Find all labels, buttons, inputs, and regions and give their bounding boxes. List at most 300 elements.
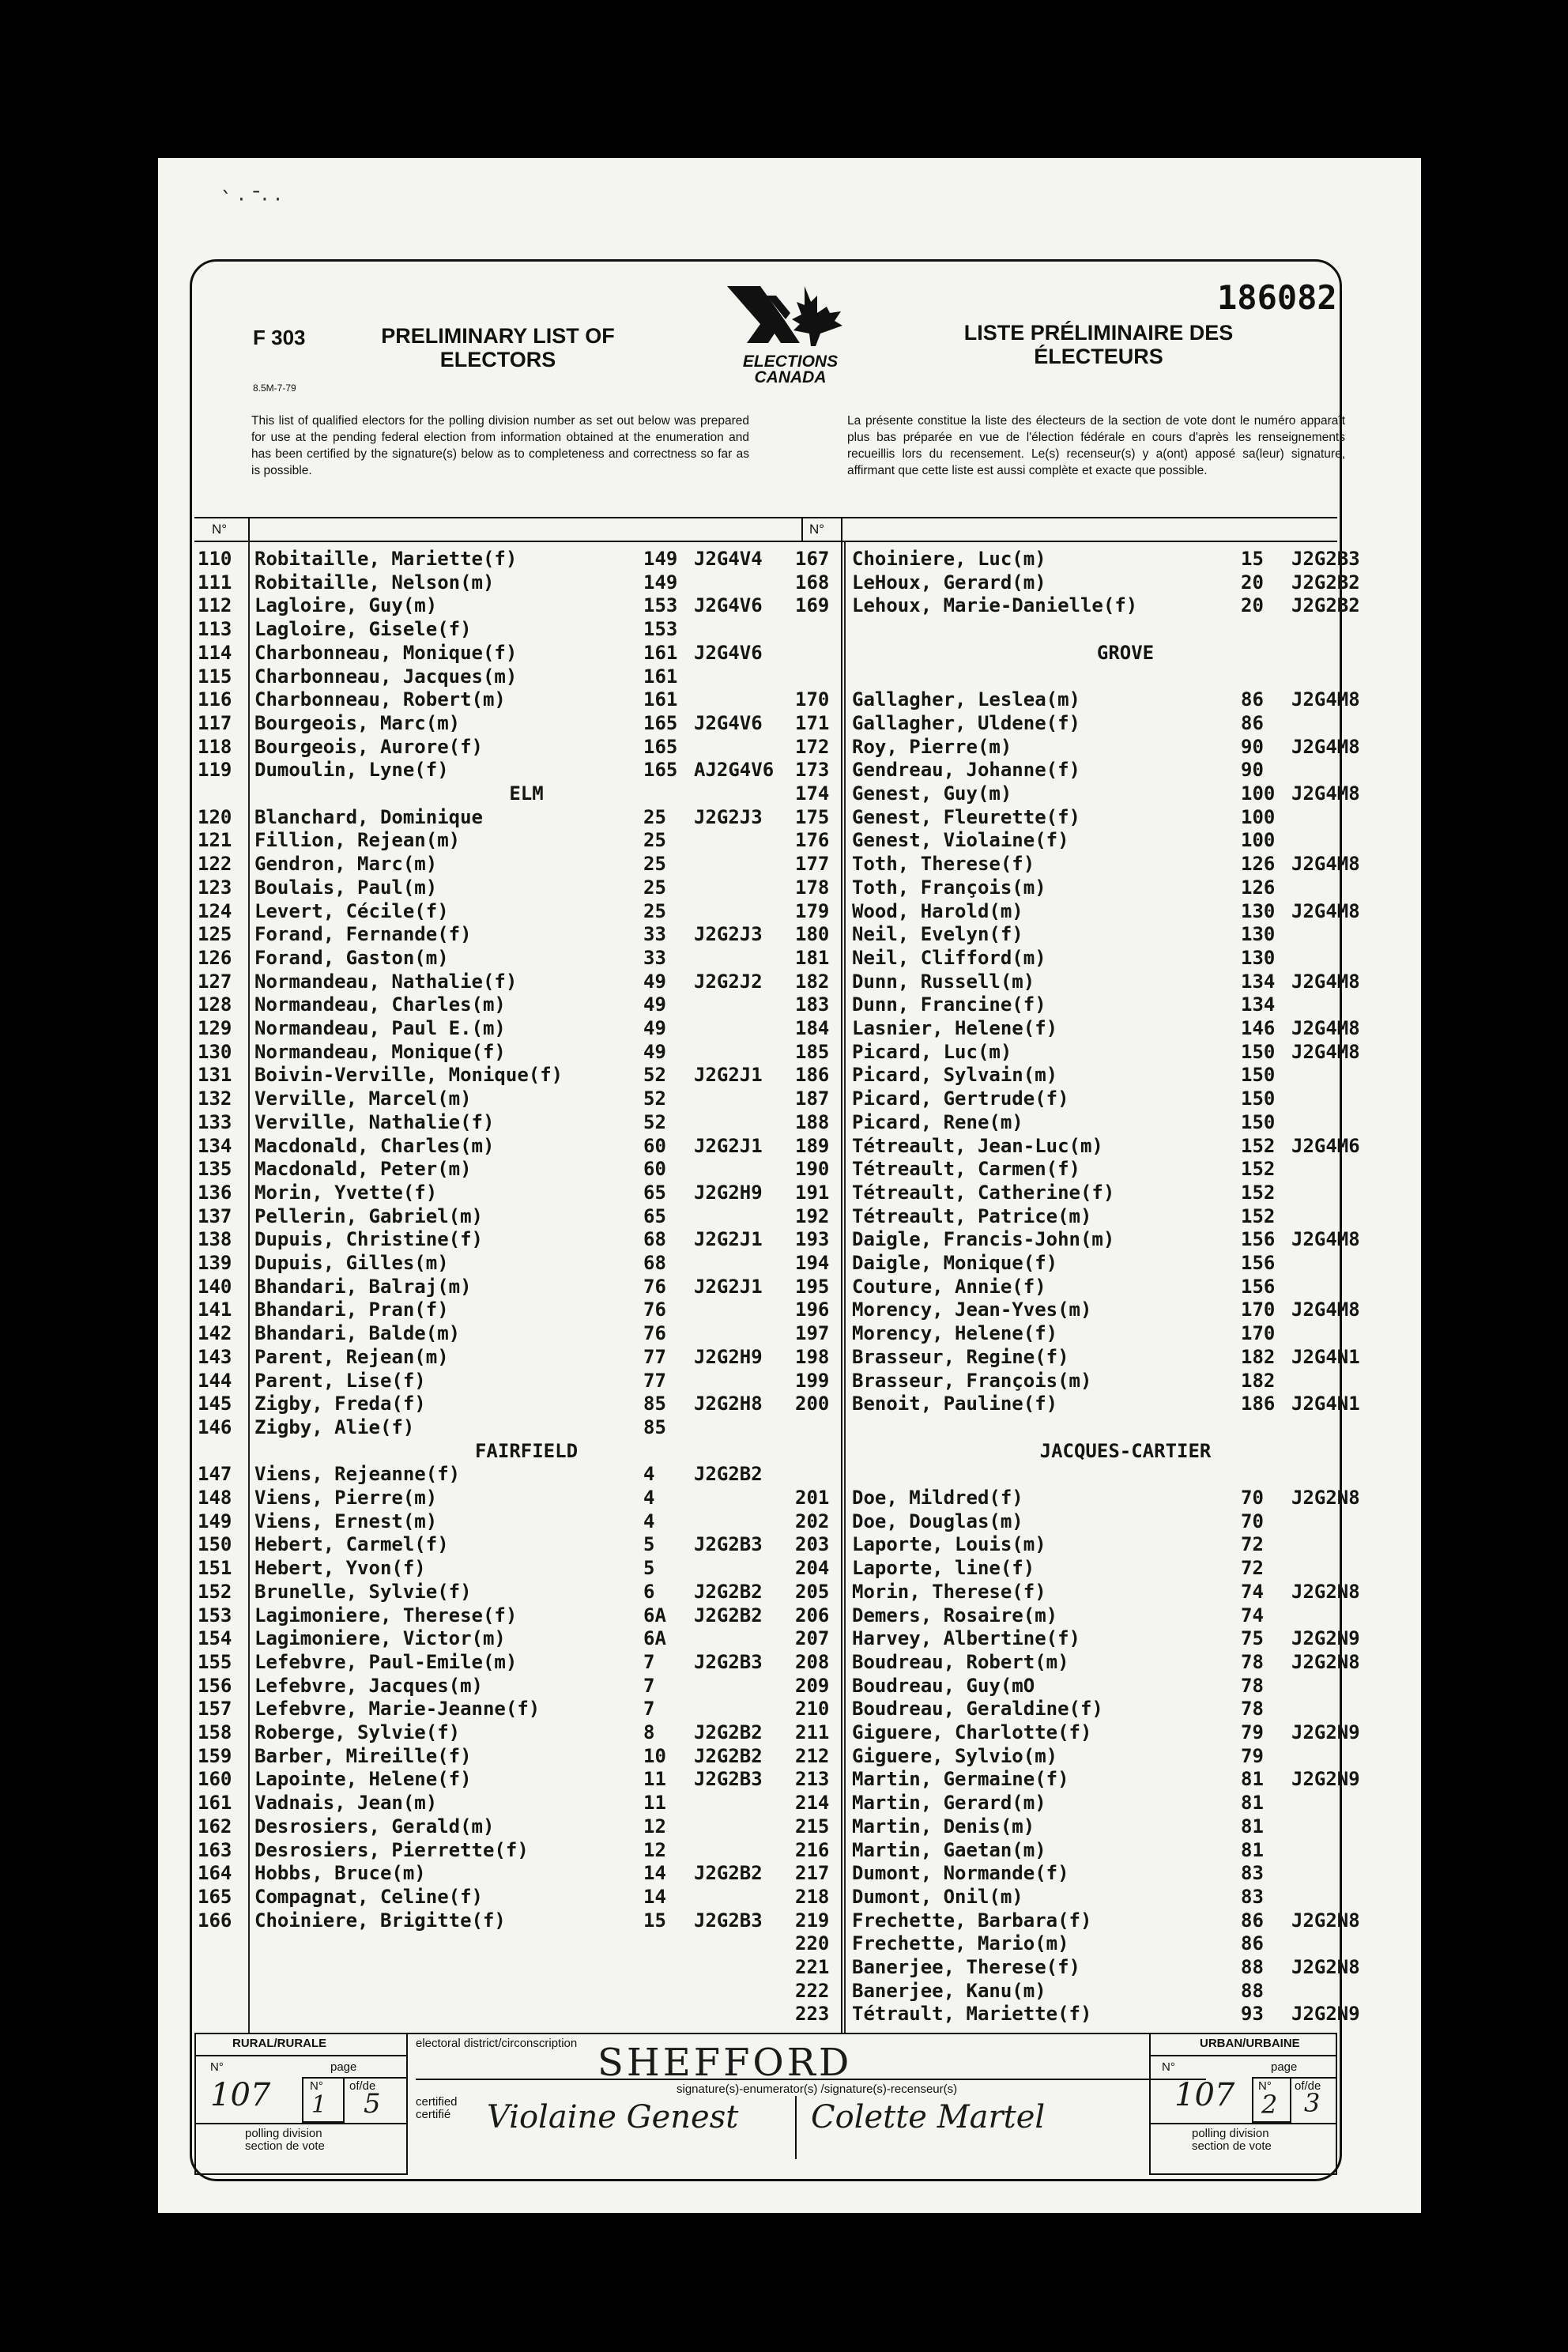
elector-row bbox=[795, 1626, 1396, 1650]
logo-text-line-1: ELECTIONS bbox=[742, 352, 839, 371]
elector-name: Viens, Rejeanne(f) bbox=[254, 1463, 461, 1485]
elector-name: Dumont, Onil(m) bbox=[852, 1886, 1023, 1908]
elector-number: 197 bbox=[795, 1322, 830, 1344]
elector-number: 170 bbox=[795, 688, 830, 710]
elector-number: 195 bbox=[795, 1276, 830, 1298]
elector-row bbox=[795, 805, 1396, 829]
postal-code: J2G4M8 bbox=[1291, 971, 1360, 993]
elector-row bbox=[795, 1580, 1396, 1604]
elector-row bbox=[795, 1110, 1396, 1134]
elector-name: Frechette, Barbara(f) bbox=[852, 1909, 1092, 1932]
elector-number: 132 bbox=[198, 1087, 232, 1110]
elector-number: 142 bbox=[198, 1322, 232, 1344]
house-number: 88 bbox=[1241, 1956, 1264, 1978]
elector-name: Verville, Nathalie(f) bbox=[254, 1111, 495, 1133]
elector-name: Desrosiers, Gerald(m) bbox=[254, 1815, 495, 1838]
elector-row bbox=[198, 688, 798, 711]
elector-number: 173 bbox=[795, 759, 830, 781]
house-number: 5 bbox=[643, 1533, 655, 1555]
urban-label-rule bbox=[1149, 2055, 1337, 2056]
elector-row bbox=[795, 1674, 1396, 1698]
rural-page-label: page bbox=[330, 2060, 357, 2074]
rural-label-rule bbox=[194, 2055, 408, 2056]
elector-name: Zigby, Alie(f) bbox=[254, 1416, 415, 1438]
elector-row bbox=[795, 1697, 1396, 1721]
elector-name: Parent, Rejean(m) bbox=[254, 1346, 449, 1368]
elector-name: Lapointe, Helene(f) bbox=[254, 1768, 472, 1790]
rural-page-no-label: N° bbox=[310, 2079, 323, 2093]
elector-number: 151 bbox=[198, 1557, 232, 1579]
house-number: 153 bbox=[643, 594, 678, 616]
elector-name: Hobbs, Bruce(m) bbox=[254, 1862, 426, 1884]
elector-number: 149 bbox=[198, 1510, 232, 1532]
elector-name: Dupuis, Gilles(m) bbox=[254, 1252, 449, 1274]
elector-number: 196 bbox=[795, 1298, 830, 1321]
urban-bottom-rule bbox=[1149, 2123, 1337, 2124]
elector-number: 154 bbox=[198, 1627, 232, 1649]
elector-number: 185 bbox=[795, 1041, 830, 1063]
elector-number: 163 bbox=[198, 1839, 232, 1861]
elector-name: Martin, Gaetan(m) bbox=[852, 1839, 1046, 1861]
elector-name: Dumoulin, Lyne(f) bbox=[254, 759, 449, 781]
elector-row bbox=[795, 1227, 1396, 1251]
stray-marks: ` · ˉ· · bbox=[221, 188, 281, 212]
no-header-right: N° bbox=[809, 522, 825, 537]
elector-row bbox=[198, 1415, 798, 1439]
elector-name: Macdonald, Peter(m) bbox=[254, 1158, 472, 1180]
elector-name: Normandeau, Charles(m) bbox=[254, 993, 506, 1016]
house-number: 165 bbox=[643, 759, 678, 781]
table-header-rule bbox=[194, 541, 1337, 542]
urban-division-number: 107 bbox=[1174, 2077, 1235, 2113]
elector-number: 136 bbox=[198, 1182, 232, 1204]
elector-row bbox=[198, 993, 798, 1016]
postal-code: J2G4N1 bbox=[1291, 1346, 1360, 1368]
house-number: 170 bbox=[1241, 1322, 1276, 1344]
rural-label: RURAL/RURALE bbox=[232, 2037, 327, 2050]
house-number: 11 bbox=[643, 1768, 666, 1790]
postal-code: J2G2N9 bbox=[1291, 1627, 1360, 1649]
elector-number: 192 bbox=[795, 1205, 830, 1227]
elector-row bbox=[795, 735, 1396, 759]
elector-row bbox=[795, 571, 1396, 594]
title-french: LISTE PRÉLIMINAIRE DES ÉLECTEURS bbox=[963, 321, 1234, 368]
elector-name: Viens, Ernest(m) bbox=[254, 1510, 438, 1532]
postal-code: J2G4M8 bbox=[1291, 782, 1360, 805]
postal-code: J2G2B2 bbox=[694, 1721, 763, 1743]
house-number: 60 bbox=[643, 1158, 666, 1180]
elector-name: Couture, Annie(f) bbox=[852, 1276, 1046, 1298]
house-number: 152 bbox=[1241, 1135, 1276, 1157]
house-number: 14 bbox=[643, 1862, 666, 1884]
house-number: 68 bbox=[643, 1252, 666, 1274]
electors-table bbox=[194, 517, 1360, 2033]
postal-code: J2G4M8 bbox=[1291, 1298, 1360, 1321]
house-number: 90 bbox=[1241, 736, 1264, 758]
elector-number: 156 bbox=[198, 1675, 232, 1697]
house-number: 150 bbox=[1241, 1111, 1276, 1133]
elector-number: 219 bbox=[795, 1909, 830, 1932]
urban-no-label: N° bbox=[1162, 2060, 1175, 2074]
elector-row bbox=[198, 1532, 798, 1556]
house-number: 134 bbox=[1241, 971, 1276, 993]
house-number: 49 bbox=[643, 1017, 666, 1039]
elector-number: 186 bbox=[795, 1064, 830, 1086]
house-number: 25 bbox=[643, 900, 666, 922]
elector-number: 131 bbox=[198, 1064, 232, 1086]
elector-number: 203 bbox=[795, 1533, 830, 1555]
elector-row bbox=[198, 1227, 798, 1251]
elector-name: Pellerin, Gabriel(m) bbox=[254, 1205, 483, 1227]
elector-row bbox=[795, 1486, 1396, 1510]
postal-code: J2G2B3 bbox=[1291, 548, 1360, 570]
postal-code: J2G2N8 bbox=[1291, 1909, 1360, 1932]
form-number: F 303 bbox=[253, 326, 306, 349]
elector-name: Doe, Douglas(m) bbox=[852, 1510, 1023, 1532]
house-number: 76 bbox=[643, 1276, 666, 1298]
urban-page-no-label: N° bbox=[1258, 2079, 1272, 2093]
postal-code: J2G2B2 bbox=[1291, 594, 1360, 616]
house-number: 6A bbox=[643, 1604, 666, 1626]
elector-row bbox=[198, 1556, 798, 1580]
elector-number: 210 bbox=[795, 1698, 830, 1720]
house-number: 90 bbox=[1241, 759, 1264, 781]
elector-row bbox=[198, 1791, 798, 1815]
elector-row bbox=[198, 946, 798, 970]
elector-name: Lagloire, Guy(m) bbox=[254, 594, 438, 616]
certified-label: certified bbox=[416, 2095, 458, 2109]
house-number: 182 bbox=[1241, 1370, 1276, 1392]
elector-row bbox=[795, 1885, 1396, 1909]
elector-number: 162 bbox=[198, 1815, 232, 1838]
elector-row bbox=[795, 1838, 1396, 1862]
elector-name: Genest, Fleurette(f) bbox=[852, 806, 1080, 828]
house-number: 170 bbox=[1241, 1298, 1276, 1321]
elector-name: Hebert, Yvon(f) bbox=[254, 1557, 426, 1579]
elector-number: 188 bbox=[795, 1111, 830, 1133]
elector-name: Neil, Clifford(m) bbox=[852, 947, 1046, 969]
elector-name: Toth, François(m) bbox=[852, 876, 1046, 899]
elector-row bbox=[795, 1510, 1396, 1533]
house-number: 161 bbox=[643, 642, 678, 664]
elector-name: Forand, Gaston(m) bbox=[254, 947, 449, 969]
house-number: 78 bbox=[1241, 1675, 1264, 1697]
house-number: 33 bbox=[643, 947, 666, 969]
elector-number: 115 bbox=[198, 665, 232, 688]
rural-no-label: N° bbox=[210, 2060, 224, 2074]
elector-row bbox=[198, 1626, 798, 1650]
elector-row bbox=[198, 852, 798, 876]
house-number: 76 bbox=[643, 1322, 666, 1344]
elector-number: 152 bbox=[198, 1581, 232, 1603]
elector-number: 221 bbox=[795, 1956, 830, 1978]
elector-number: 164 bbox=[198, 1862, 232, 1884]
postal-code: J2G2B2 bbox=[1291, 571, 1360, 594]
elector-number: 159 bbox=[198, 1745, 232, 1767]
house-number: 8 bbox=[643, 1721, 655, 1743]
elector-name: LeHoux, Gerard(m) bbox=[852, 571, 1046, 594]
elector-row bbox=[795, 1157, 1396, 1181]
elector-name: Lagimoniere, Victor(m) bbox=[254, 1627, 506, 1649]
house-number: 7 bbox=[643, 1675, 655, 1697]
house-number: 146 bbox=[1241, 1017, 1276, 1039]
elector-name: Neil, Evelyn(f) bbox=[852, 923, 1023, 945]
house-number: 6 bbox=[643, 1581, 655, 1603]
street-heading: GROVE bbox=[1096, 642, 1155, 664]
elector-row bbox=[795, 1063, 1396, 1087]
elector-name: Gallagher, Leslea(m) bbox=[852, 688, 1080, 710]
elector-row bbox=[795, 782, 1396, 805]
house-number: 83 bbox=[1241, 1862, 1264, 1884]
elector-number: 129 bbox=[198, 1017, 232, 1039]
postal-code: J2G4M8 bbox=[1291, 900, 1360, 922]
house-number: 78 bbox=[1241, 1651, 1264, 1673]
postal-code: J2G4M8 bbox=[1291, 1228, 1360, 1250]
elector-row bbox=[198, 1040, 798, 1064]
elector-row bbox=[198, 1462, 798, 1486]
elector-name: Daigle, Francis-John(m) bbox=[852, 1228, 1115, 1250]
signature-divider bbox=[795, 2096, 797, 2159]
elector-row bbox=[795, 1321, 1396, 1345]
elector-name: Doe, Mildred(f) bbox=[852, 1487, 1023, 1509]
elector-name: Genest, Violaine(f) bbox=[852, 829, 1069, 851]
elector-row bbox=[198, 594, 798, 617]
elector-row bbox=[198, 876, 798, 899]
house-number: 7 bbox=[643, 1651, 655, 1673]
house-number: 150 bbox=[1241, 1064, 1276, 1086]
elector-number: 117 bbox=[198, 712, 232, 734]
urban-page-label: page bbox=[1271, 2060, 1298, 2074]
elector-name: Tétrault, Mariette(f) bbox=[852, 2003, 1092, 2025]
house-number: 85 bbox=[643, 1393, 666, 1415]
elector-number: 146 bbox=[198, 1416, 232, 1438]
postal-code: J2G4M6 bbox=[1291, 1135, 1360, 1157]
elector-row bbox=[795, 1181, 1396, 1204]
elector-row bbox=[795, 1298, 1396, 1321]
elector-name: Bhandari, Balde(m) bbox=[254, 1322, 461, 1344]
elector-row bbox=[795, 1251, 1396, 1275]
elector-name: Gallagher, Uldene(f) bbox=[852, 712, 1080, 734]
elector-row bbox=[198, 571, 798, 594]
house-number: 78 bbox=[1241, 1698, 1264, 1720]
elector-name: Giguere, Charlotte(f) bbox=[852, 1721, 1092, 1743]
elector-number: 114 bbox=[198, 642, 232, 664]
elector-row bbox=[795, 547, 1396, 571]
postal-code: J2G2N8 bbox=[1291, 1956, 1360, 1978]
elector-row bbox=[198, 1392, 798, 1415]
elector-name: Benoit, Pauline(f) bbox=[852, 1393, 1058, 1415]
elector-row bbox=[795, 594, 1396, 617]
house-number: 152 bbox=[1241, 1182, 1276, 1204]
elector-name: Lefebvre, Jacques(m) bbox=[254, 1675, 483, 1697]
postal-code: J2G2J3 bbox=[694, 806, 763, 828]
elector-name: Martin, Germaine(f) bbox=[852, 1768, 1069, 1790]
street-heading: FAIRFIELD bbox=[474, 1440, 579, 1462]
postal-code: J2G2B3 bbox=[694, 1909, 763, 1932]
elector-name: Lehoux, Marie-Danielle(f) bbox=[852, 594, 1138, 616]
elector-name: Bourgeois, Marc(m) bbox=[254, 712, 461, 734]
elector-name: Levert, Cécile(f) bbox=[254, 900, 449, 922]
elector-row bbox=[198, 1885, 798, 1909]
elector-row bbox=[795, 1861, 1396, 1885]
district-value: SHEFFORD bbox=[597, 2041, 853, 2085]
elector-name: Robitaille, Nelson(m) bbox=[254, 571, 495, 594]
title-english: PRELIMINARY LIST OF ELECTORS bbox=[381, 324, 615, 371]
elector-number: 165 bbox=[198, 1886, 232, 1908]
elector-row bbox=[795, 970, 1396, 993]
elector-row bbox=[795, 2002, 1396, 2026]
postal-code: J2G2J1 bbox=[694, 1228, 763, 1250]
elector-row bbox=[198, 1580, 798, 1604]
elector-name: Banerjee, Therese(f) bbox=[852, 1956, 1080, 1978]
elector-number: 178 bbox=[795, 876, 830, 899]
elector-number: 187 bbox=[795, 1087, 830, 1110]
house-number: 86 bbox=[1241, 1932, 1264, 1954]
signature-label: signature(s)-enumerator(s) /signature(s)-recenseur(s) bbox=[677, 2082, 958, 2096]
elector-name: Fillion, Rejean(m) bbox=[254, 829, 461, 851]
house-number: 86 bbox=[1241, 712, 1264, 734]
house-number: 79 bbox=[1241, 1745, 1264, 1767]
signature-enumerator-1: Violaine Genest bbox=[487, 2099, 739, 2135]
postal-code: J2G2N9 bbox=[1291, 2003, 1360, 2025]
elector-name: Boudreau, Robert(m) bbox=[852, 1651, 1069, 1673]
elector-row bbox=[198, 1181, 798, 1204]
elector-name: Lefebvre, Paul-Emile(m) bbox=[254, 1651, 518, 1673]
postal-code: J2G2N8 bbox=[1291, 1581, 1360, 1603]
elector-number: 133 bbox=[198, 1111, 232, 1133]
urban-polling-division-label: polling division bbox=[1192, 2127, 1269, 2140]
elector-name: Picard, Sylvain(m) bbox=[852, 1064, 1058, 1086]
rural-polling-division-label: polling division bbox=[245, 2127, 322, 2140]
postal-code: J2G4V6 bbox=[694, 594, 763, 616]
elector-row bbox=[198, 1369, 798, 1393]
elector-name: Boulais, Paul(m) bbox=[254, 876, 438, 899]
elector-number: 222 bbox=[795, 1980, 830, 2002]
elector-number: 208 bbox=[795, 1651, 830, 1673]
postal-code: J2G4N1 bbox=[1291, 1393, 1360, 1415]
elector-name: Toth, Therese(f) bbox=[852, 853, 1035, 875]
elector-row bbox=[795, 1650, 1396, 1674]
house-number: 5 bbox=[643, 1557, 655, 1579]
elector-number: 189 bbox=[795, 1135, 830, 1157]
elector-number: 118 bbox=[198, 736, 232, 758]
house-number: 81 bbox=[1241, 1839, 1264, 1861]
postal-code: J2G2N8 bbox=[1291, 1487, 1360, 1509]
elector-number: 134 bbox=[198, 1135, 232, 1157]
postal-code: AJ2G4V6 bbox=[694, 759, 775, 781]
elector-name: Roy, Pierre(m) bbox=[852, 736, 1012, 758]
elector-name: Viens, Pierre(m) bbox=[254, 1487, 438, 1509]
elector-name: Choiniere, Brigitte(f) bbox=[254, 1909, 506, 1932]
street-heading: ELM bbox=[509, 782, 544, 805]
elector-row bbox=[795, 1040, 1396, 1064]
house-number: 126 bbox=[1241, 876, 1276, 899]
elector-row bbox=[198, 1486, 798, 1510]
elector-row bbox=[198, 1838, 798, 1862]
house-number: 4 bbox=[643, 1510, 655, 1532]
elector-name: Normandeau, Nathalie(f) bbox=[254, 971, 518, 993]
house-number: 88 bbox=[1241, 1980, 1264, 2002]
house-number: 65 bbox=[643, 1182, 666, 1204]
house-number: 65 bbox=[643, 1205, 666, 1227]
elector-name: Vadnais, Jean(m) bbox=[254, 1792, 438, 1814]
elector-number: 145 bbox=[198, 1393, 232, 1415]
house-number: 100 bbox=[1241, 782, 1276, 805]
elector-row bbox=[795, 1767, 1396, 1791]
postal-code: J2G4V6 bbox=[694, 712, 763, 734]
elector-row bbox=[198, 1721, 798, 1744]
elector-name: Laporte, line(f) bbox=[852, 1557, 1035, 1579]
house-number: 77 bbox=[643, 1370, 666, 1392]
elector-number: 116 bbox=[198, 688, 232, 710]
elector-name: Gendreau, Johanne(f) bbox=[852, 759, 1080, 781]
elector-row bbox=[198, 665, 798, 688]
elector-row bbox=[795, 1791, 1396, 1815]
house-number: 100 bbox=[1241, 806, 1276, 828]
no-header-left: N° bbox=[212, 522, 228, 537]
postal-code: J2G2J2 bbox=[694, 971, 763, 993]
house-number: 6A bbox=[643, 1627, 666, 1649]
rural-page-number: 1 bbox=[311, 2091, 327, 2119]
house-number: 130 bbox=[1241, 947, 1276, 969]
house-number: 33 bbox=[643, 923, 666, 945]
elector-number: 139 bbox=[198, 1252, 232, 1274]
elector-row bbox=[198, 547, 798, 571]
elector-row bbox=[198, 1697, 798, 1721]
elector-name: Morency, Helene(f) bbox=[852, 1322, 1058, 1344]
postal-code: J2G2H9 bbox=[694, 1182, 763, 1204]
elector-row bbox=[795, 1909, 1396, 1932]
postal-code: J2G2B2 bbox=[694, 1745, 763, 1767]
rural-section-vote-label: section de vote bbox=[245, 2139, 325, 2153]
elector-number: 171 bbox=[795, 712, 830, 734]
elector-row bbox=[795, 946, 1396, 970]
house-number: 52 bbox=[643, 1111, 666, 1133]
elector-number: 174 bbox=[795, 782, 830, 805]
elector-name: Morin, Therese(f) bbox=[852, 1581, 1046, 1603]
house-number: 81 bbox=[1241, 1792, 1264, 1814]
elector-number: 144 bbox=[198, 1370, 232, 1392]
elector-row bbox=[198, 758, 798, 782]
elector-name: Parent, Lise(f) bbox=[254, 1370, 426, 1392]
house-number: 52 bbox=[643, 1087, 666, 1110]
house-number: 20 bbox=[1241, 594, 1264, 616]
house-number: 93 bbox=[1241, 2003, 1264, 2025]
house-number: 25 bbox=[643, 806, 666, 828]
elector-row bbox=[795, 1979, 1396, 2003]
elector-row bbox=[198, 617, 798, 641]
street-heading: JACQUES-CARTIER bbox=[1039, 1440, 1212, 1462]
elector-row bbox=[795, 899, 1396, 923]
postal-code: J2G4V6 bbox=[694, 642, 763, 664]
form-code: 8.5M-7-79 bbox=[253, 383, 296, 394]
elector-row bbox=[795, 1556, 1396, 1580]
house-number: 149 bbox=[643, 548, 678, 570]
elector-row bbox=[795, 1532, 1396, 1556]
no-header-divider-right bbox=[801, 517, 803, 541]
elector-row bbox=[198, 1321, 798, 1345]
elector-name: Bourgeois, Aurore(f) bbox=[254, 736, 483, 758]
postal-code: J2G4M8 bbox=[1291, 853, 1360, 875]
house-number: 25 bbox=[643, 876, 666, 899]
elector-row bbox=[198, 1063, 798, 1087]
elector-number: 193 bbox=[795, 1228, 830, 1250]
elector-name: Bhandari, Balraj(m) bbox=[254, 1276, 472, 1298]
elector-row bbox=[795, 1815, 1396, 1838]
district-underline bbox=[416, 2079, 1206, 2080]
postal-code: J2G2J3 bbox=[694, 923, 763, 945]
elector-number: 141 bbox=[198, 1298, 232, 1321]
